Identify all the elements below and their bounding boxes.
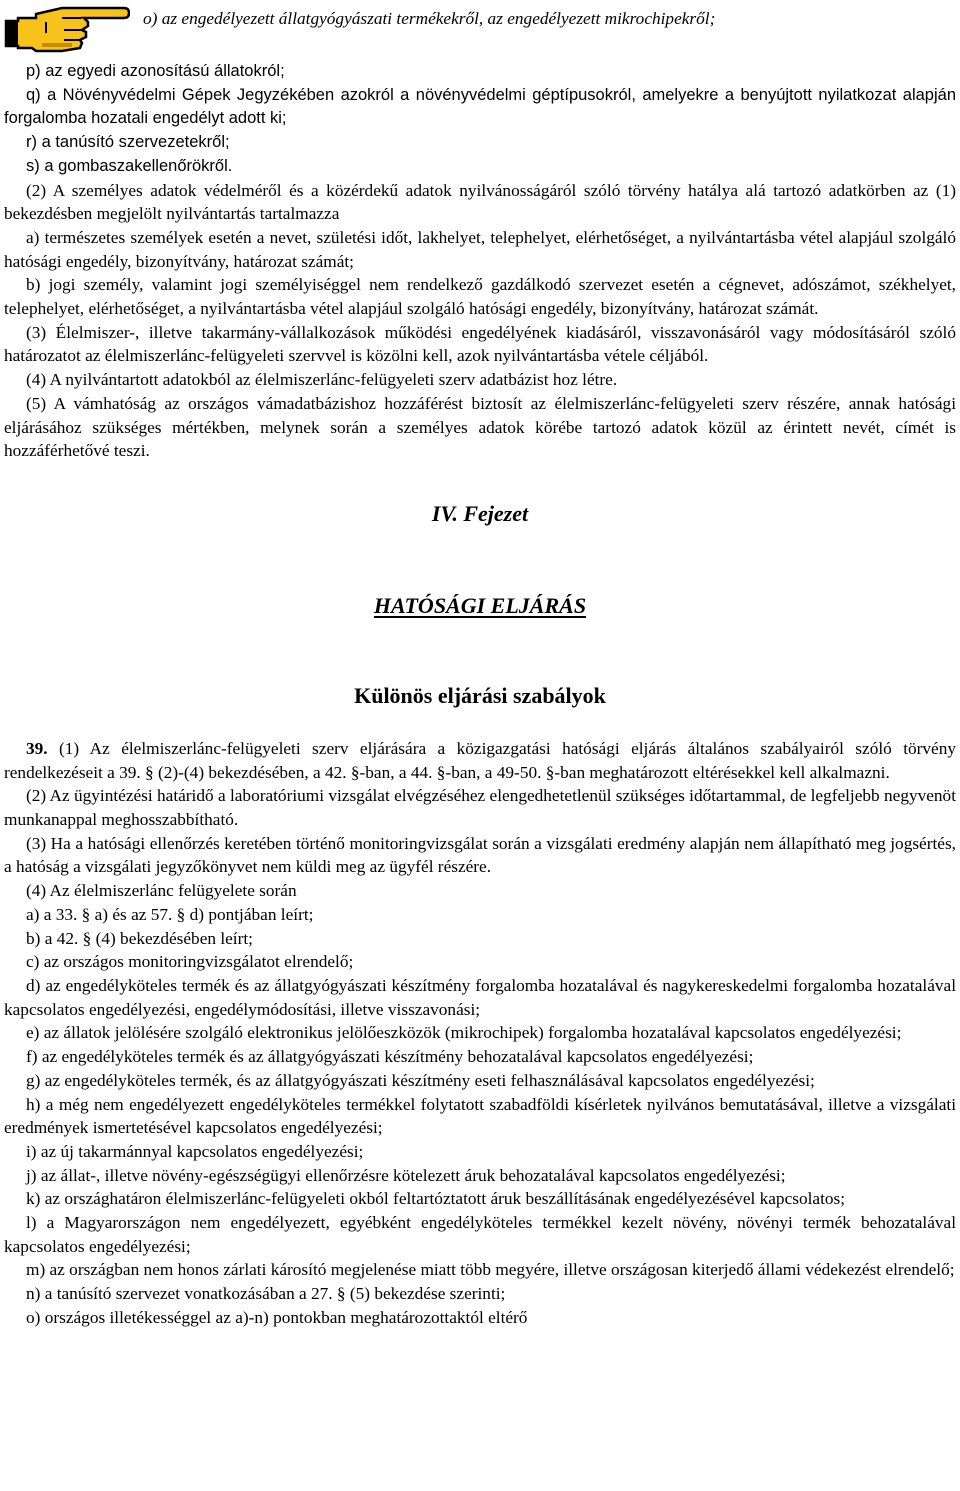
paragraph-2-b: b) jogi személy, valamint jogi személyiséggel nem rendelkező gazdálkodó szervezet esetén a cégnevet, adószámot, székhelyet, telephelyet, elérhetőséget, a nyilvántartásba vétel alapjául szolgáló hatósági engedély, bizonyítvány, határozat számát. [4, 275, 956, 319]
section-subtitle: Különös eljárási szabályok [354, 682, 606, 708]
chapter-heading: IV. Fejezet [431, 500, 529, 526]
paragraph-5: (5) A vámhatóság az országos vámadatbázishoz hozzáférést biztosít az élelmiszerlánc-felügyeleti szerv részére, annak hatósági eljárásához szükséges mértékben, melynek során a személyes adatok körébe tartozó adatok közül az érintett nevét, címét is hozzáférhetővé teszi. [4, 393, 956, 461]
list-item-c: c) az országos monitoringvizsgálatot elrendelő; [26, 952, 354, 972]
section-39-paragraph-1 [4, 737, 956, 784]
list-item-q: q) a Növényvédelmi Gépek Jegyzékében azokról a növényvédelmi géptípusokról, amelyekre a benyújtott nyilatkozat alapján forgalomba hozatali engedélyt adott ki; [4, 85, 956, 128]
list-item-s: s) a gombaszakellenőrökről. [26, 156, 233, 175]
list-item-r: r) a tanúsító szervezetekről; [26, 133, 230, 152]
list-item-f: f) az engedélyköteles termék és az állatgyógyászati készítmény behozatalával kapcsolatos engedélyezési; [26, 1047, 754, 1067]
list-item-k: k) az országhatáron élelmiszerlánc-felügyeleti okból feltartóztatott áruk beszállításának engedélyezésével kapcsolatos; [26, 1189, 846, 1209]
document-body [4, 60, 956, 1330]
list-item-a: a) a 33. § a) és az 57. § d) pontjában leírt; [26, 904, 314, 924]
list-item-l: l) a Magyarországon nem engedélyezett, egyébként engedélyköteles termékkel kezelt növény, növényi termék behozatalával kapcsolatos engedélyezési; [4, 1213, 956, 1256]
section-number: 39. [26, 738, 48, 758]
section-39-paragraph-2: (2) Az ügyintézési határidő a laboratóriumi vizsgálat elvégzéséhez elengedhetetlenül szükséges időtartammal, de legfeljebb negyvenöt munkanappal meghosszabbítható. [4, 786, 956, 830]
list-item-g: g) az engedélyköteles termék, és az állatgyógyászati készítmény eseti felhasználásával kapcsolatos engedélyezési; [26, 1070, 815, 1090]
list-item-h: h) a még nem engedélyezett engedélyköteles termékkel folytatott szabadföldi kísérletek nyilvános bemutatásával, illetve a vizsgálati eredmények ismertetésével kapcsolatos engedélyezési; [4, 1094, 956, 1138]
list-item-o: o) országos illetékességgel az a)-n) pontokban meghatározottaktól eltérő [26, 1307, 528, 1327]
top-line-text: o) az engedélyezett állatgyógyászati termékekről, az engedélyezett mikrochipekről; [143, 9, 716, 28]
paragraph-2-intro: (2) A személyes adatok védelméről és a közérdekű adatok nyilvánosságáról szóló törvény hatálya alá tartozó adatkörben az (1) bekezdésben megjelölt nyilvántartás tartalmazza [4, 180, 956, 224]
list-item-i: i) az új takarmánnyal kapcsolatos engedélyezési; [26, 1141, 364, 1161]
section-39-p1-text: (1) Az élelmiszerlánc-felügyeleti szerv eljárására a közigazgatási hatósági eljárás általános szabályairól szóló törvény rendelkezéseit a 39. § (2)-(4) bekezdésében, a 42. §-ban, a 44. §-ban, a 49-50. §-ban meghatározott eltérésekkel kell alkalmazni. [4, 738, 956, 782]
paragraph-3: (3) Élelmiszer-, illetve takarmány-vállalkozások működési engedélyének kiadásáról, visszavonásáról vagy módosításáról szóló határozatot az élelmiszerlánc-felügyeleti szervvel is közölni kell, azok nyilvántartásba vétele céljából. [4, 322, 956, 366]
list-item-b: b) a 42. § (4) bekezdésében leírt; [26, 928, 253, 948]
list-item-d: d) az engedélyköteles termék és az állatgyógyászati készítmény forgalomba hozatalával és nagykereskedelmi forgalomba hozatalával kapcsolatos engedélyezési, engedélymódosítási, illetve visszavonási; [4, 975, 956, 1019]
pointing-hand-icon [2, 3, 130, 53]
section-39-paragraph-4: (4) Az élelmiszerlánc felügyelete során [26, 881, 297, 901]
section-title: HATÓSÁGI ELJÁRÁS [373, 592, 587, 618]
top-line [143, 7, 943, 31]
list-item-e: e) az állatok jelölésére szolgáló elektronikus jelölőeszközök (mikrochipek) forgalomba hozatalával kapcsolatos engedélyezési; [26, 1023, 902, 1043]
list-item-p: p) az egyedi azonosítású állatokról; [26, 62, 285, 80]
list-item-m: m) az országban nem honos zárlati károsító megjelenése miatt több megyére, illetve országosan kiterjedő állami védekezést elrendelő; [26, 1260, 955, 1280]
paragraph-2-a: a) természetes személyek esetén a nevet, születési időt, lakhelyet, telephelyet, elérhetőséget, a nyilvántartásba vétel alapjául szolgáló hatósági engedély, bizonyítvány, határozat számát; [4, 227, 956, 271]
list-item-n: n) a tanúsító szervezet vonatkozásában a 27. § (5) bekezdése szerinti; [26, 1284, 506, 1304]
list-item-j: j) az állat-, illetve növény-egészségügyi ellenőrzésre kötelezett áruk behozatalával kapcsolatos engedélyezési; [26, 1165, 786, 1185]
section-39-paragraph-3: (3) Ha a hatósági ellenőrzés keretében történő monitoringvizsgálat során a vizsgálati eredmény alapján nem állapítható meg jogsértés, a hatóság a vizsgálati jegyzőkönyvet nem küldi meg az ügyfél részére. [4, 833, 956, 877]
paragraph-4: (4) A nyilvántartott adatokból az élelmiszerlánc-felügyeleti szerv adatbázist hoz létre. [26, 370, 618, 390]
